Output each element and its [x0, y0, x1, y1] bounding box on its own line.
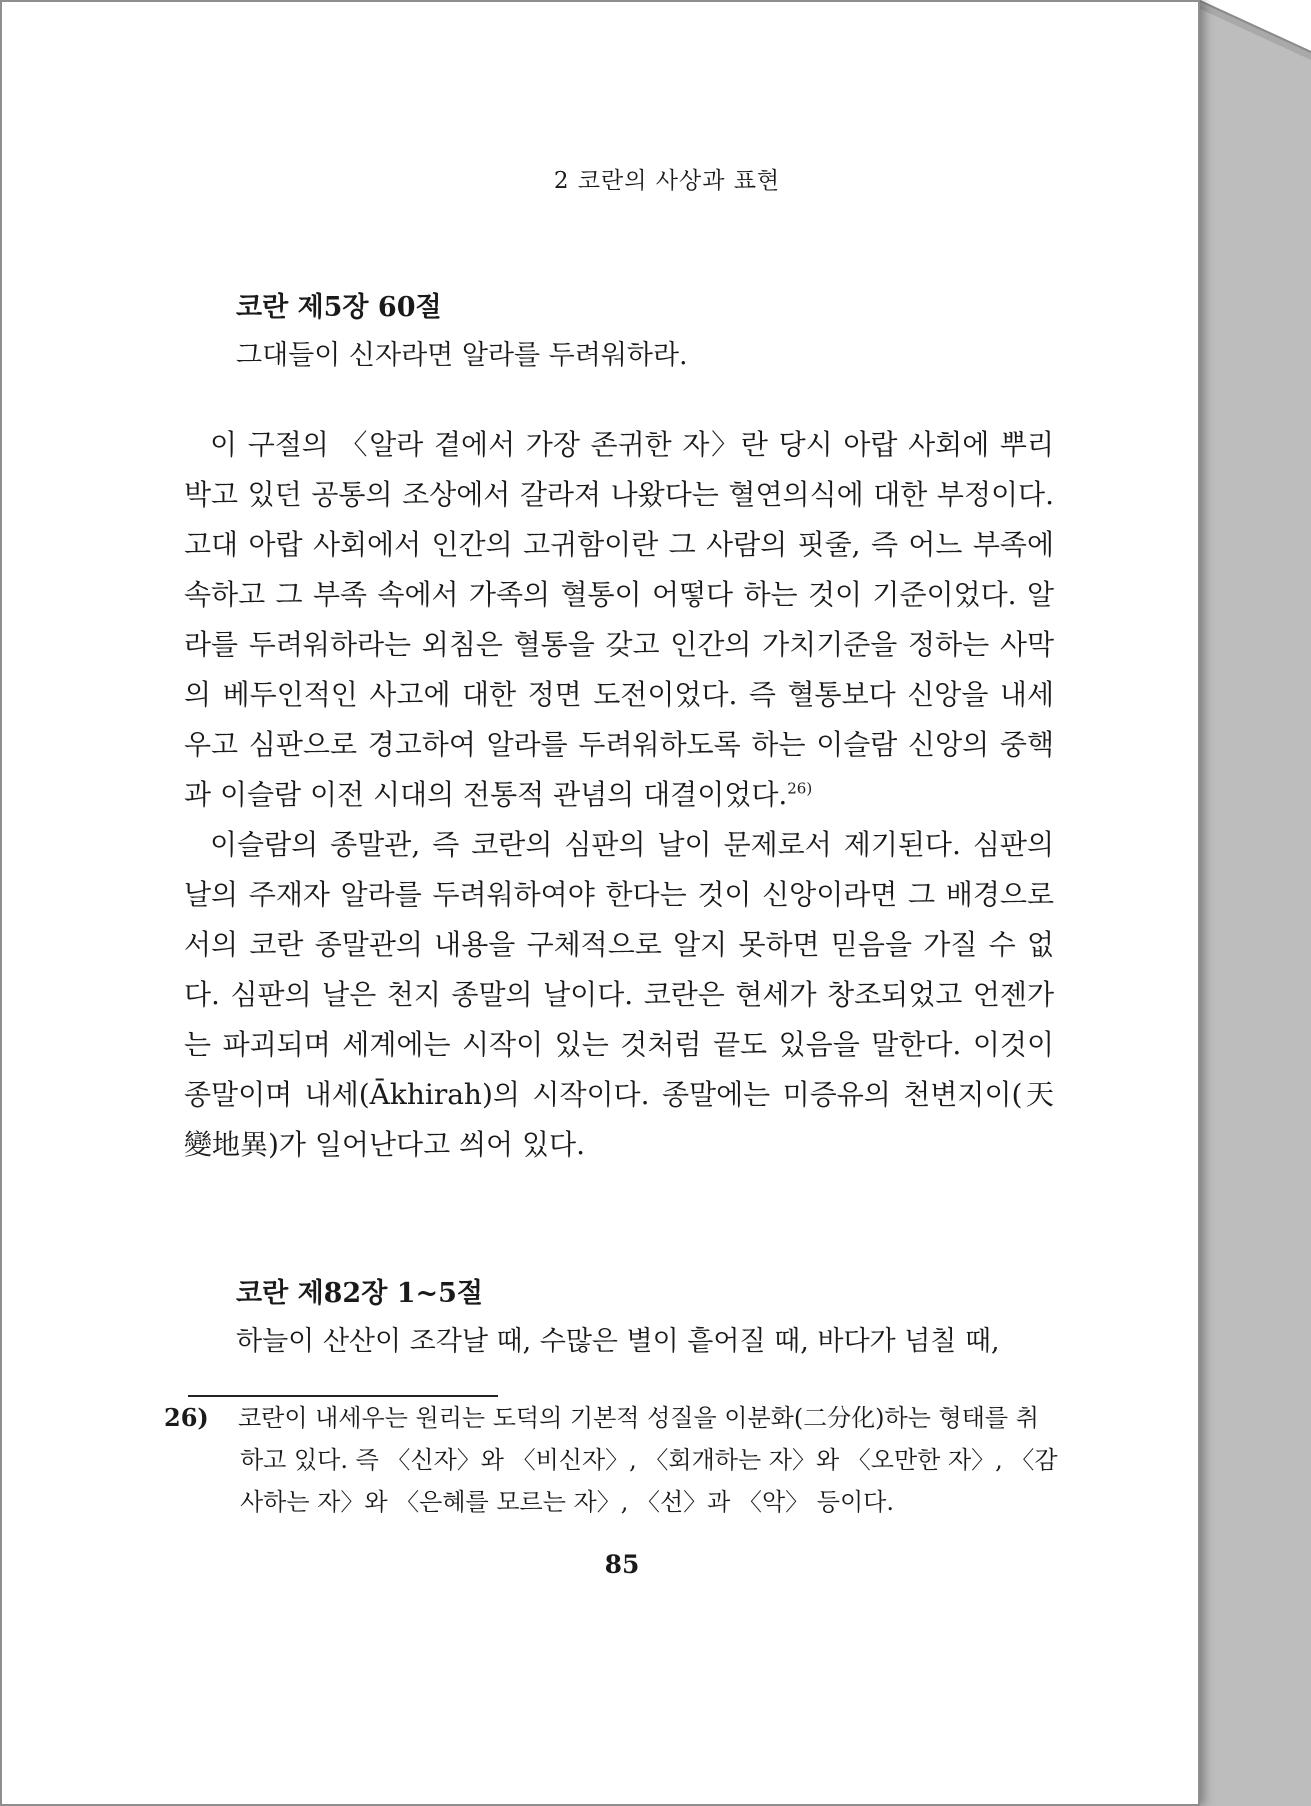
quote-block-1 [236, 284, 1096, 380]
page-stack-side [1198, 0, 1311, 1806]
footnote-number: 26) [164, 1403, 209, 1432]
running-head: 2 코란의 사상과 표현 [553, 168, 781, 194]
page-number: 85 [604, 1550, 640, 1579]
footnote-text: 코란이 내세우는 원리는 도덕의 기본적 성질을 이분화(二分化)하는 형태를 취하고 있다. 즉 〈신자〉와 〈비신자〉, 〈회개하는 자〉와 〈오만한 자〉, 〈감사하는 자〉와 〈은혜를 모르는 자〉, 〈선〉과 〈악〉 등이다. [238, 1404, 1058, 1516]
quote-reference: 코란 제5장 60절 [236, 292, 442, 323]
quote-reference: 코란 제82장 1~5절 [236, 1278, 483, 1309]
footnote [164, 1397, 1062, 1523]
footnote-reference: 26) [787, 779, 813, 798]
quote-block-2 [236, 1270, 1096, 1366]
quote-text: 하늘이 산산이 조각날 때, 수많은 별이 흩어질 때, 바다가 넘칠 때, [236, 1326, 1000, 1357]
main-text [184, 420, 1054, 1170]
quote-text: 그대들이 신자라면 알라를 두려워하라. [236, 340, 688, 371]
paragraph-2: 이슬람의 종말관, 즉 코란의 심판의 날이 문제로서 제기된다. 심판의 날의 주재자 알라를 두려워하여야 한다는 것이 신앙이라면 그 배경으로서의 코란 종말관의 내용을 구체적으로 알지 못하면 믿음을 가질 수 없다. 심판의 날은 천지 종말의 날이다. 코란은 현세가 창조되었고 언젠가는 파괴되며 세계에는 시작이 있는 것처럼 끝도 있음을 말한다. 이것이 종말이며 내세(Ākhirah)의 시작이다. 종말에는 미증유의 천변지이(天變地異)가 일어난다고 씌어 있다. [184, 828, 1054, 1161]
paragraph-1: 이 구절의 〈알라 곁에서 가장 존귀한 자〉란 당시 아랍 사회에 뿌리박고 있던 공통의 조상에서 갈라져 나왔다는 혈연의식에 대한 부정이다. 고대 아랍 사회에서 인간의 고귀함이란 그 사람의 핏줄, 즉 어느 부족에 속하고 그 부족 속에서 가족의 혈통이 어떻다 하는 것이 기준이었다. 알라를 두려워하라는 외침은 혈통을 갖고 인간의 가치기준을 정하는 사막의 베두인적인 사고에 대한 정면 도전이었다. 즉 혈통보다 신앙을 내세우고 심판으로 경고하여 알라를 두려워하도록 하는 이슬람 신앙의 중핵과 이슬람 이전 시대의 전통적 관념의 대결이었다.$^{26)}$ [184, 428, 1054, 811]
